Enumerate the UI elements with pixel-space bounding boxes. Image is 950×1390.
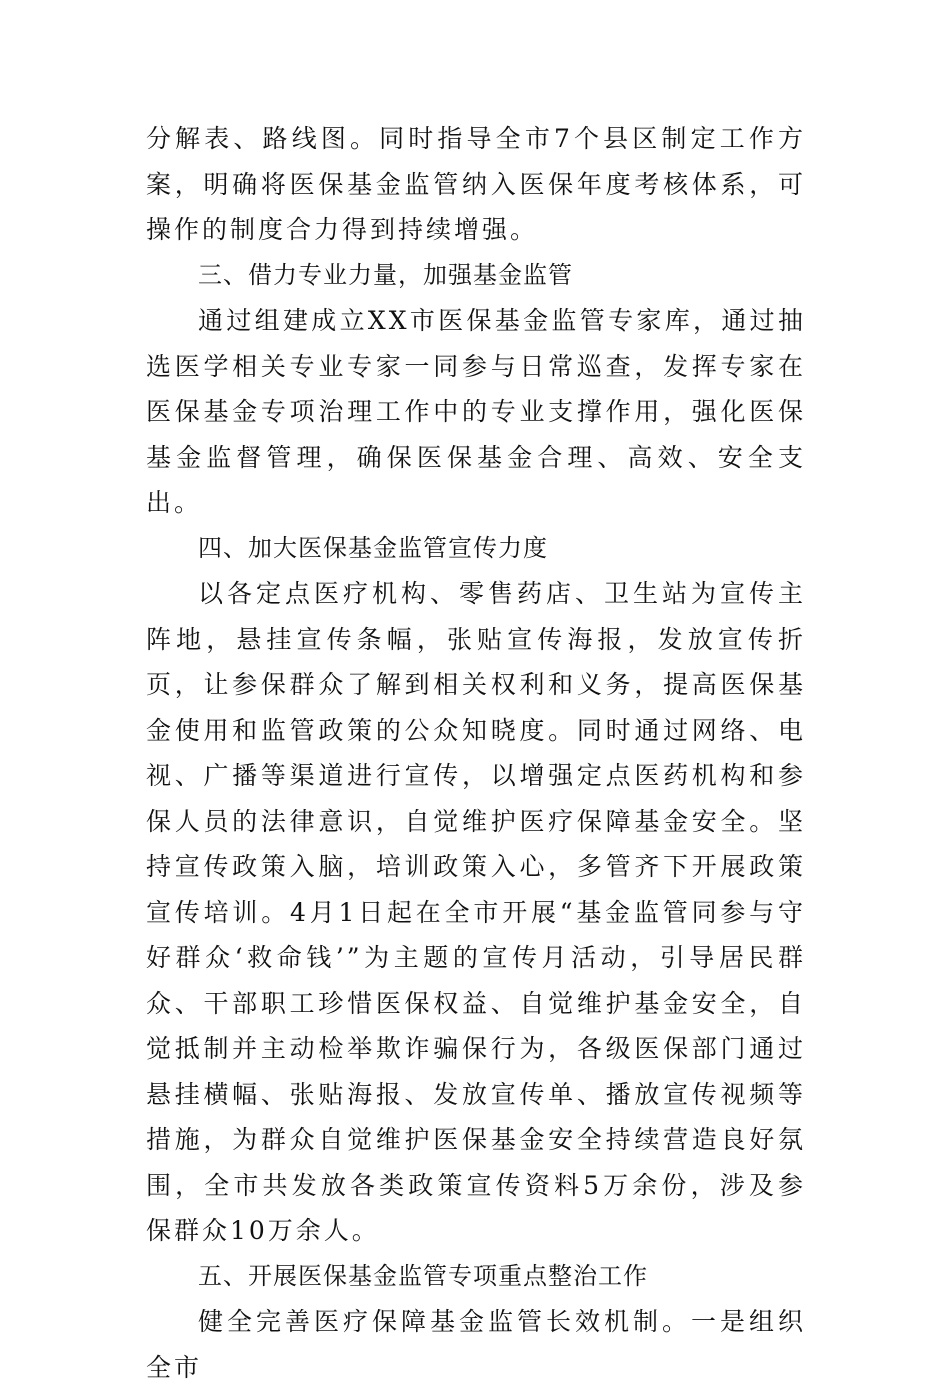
- paragraph-publicity: 以各定点医疗机构、零售药店、卫生站为宣传主阵地，悬挂宣传条幅，张贴宣传海报，发放宣传折页，让参保群众了解到相关权利和义务，提高医保基金使用和监管政策的公众知晓度。同时通过网络、电视、广播等渠道进行宣传，以增强定点医药机构和参保人员的法律意识，自觉维护医疗保障基金安全。坚持宣传政策入脑，培训政策入心，多管齐下开展政策宣传培训。4月1日起在全市开展“基金监管同参与守好群众‘救命钱’”为主题的宣传月活动，引导居民群众、干部职工珍惜医保权益、自觉维护基金安全，自觉抵制并主动检举欺诈骗保行为，各级医保部门通过悬挂横幅、张贴海报、发放宣传单、播放宣传视频等措施，为群众自觉维护医保基金安全持续营造良好氛围，全市共发放各类政策宣传资料5万余份，涉及参保群众10万余人。: [146, 579, 806, 1245]
- paragraph-mechanism: 健全完善医疗保障基金监管长效机制。一是组织全市: [146, 1307, 806, 1382]
- section-heading-5: 五、开展医保基金监管专项重点整治工作: [198, 1261, 648, 1290]
- document-body: [146, 116, 806, 1390]
- section-heading-4: 四、加大医保基金监管宣传力度: [198, 533, 548, 562]
- paragraph-continuation: 分解表、路线图。同时指导全市7个县区制定工作方案，明确将医保基金监管纳入医保年度考核体系，可操作的制度合力得到持续增强。: [146, 124, 806, 244]
- paragraph-expert-support: 通过组建成立XX市医保基金监管专家库，通过抽选医学相关专业专家一同参与日常巡查，发挥专家在医保基金专项治理工作中的专业支撑作用，强化医保基金监督管理，确保医保基金合理、高效、安全支出。: [146, 306, 806, 517]
- section-heading-3: 三、借力专业力量，加强基金监管: [198, 260, 573, 289]
